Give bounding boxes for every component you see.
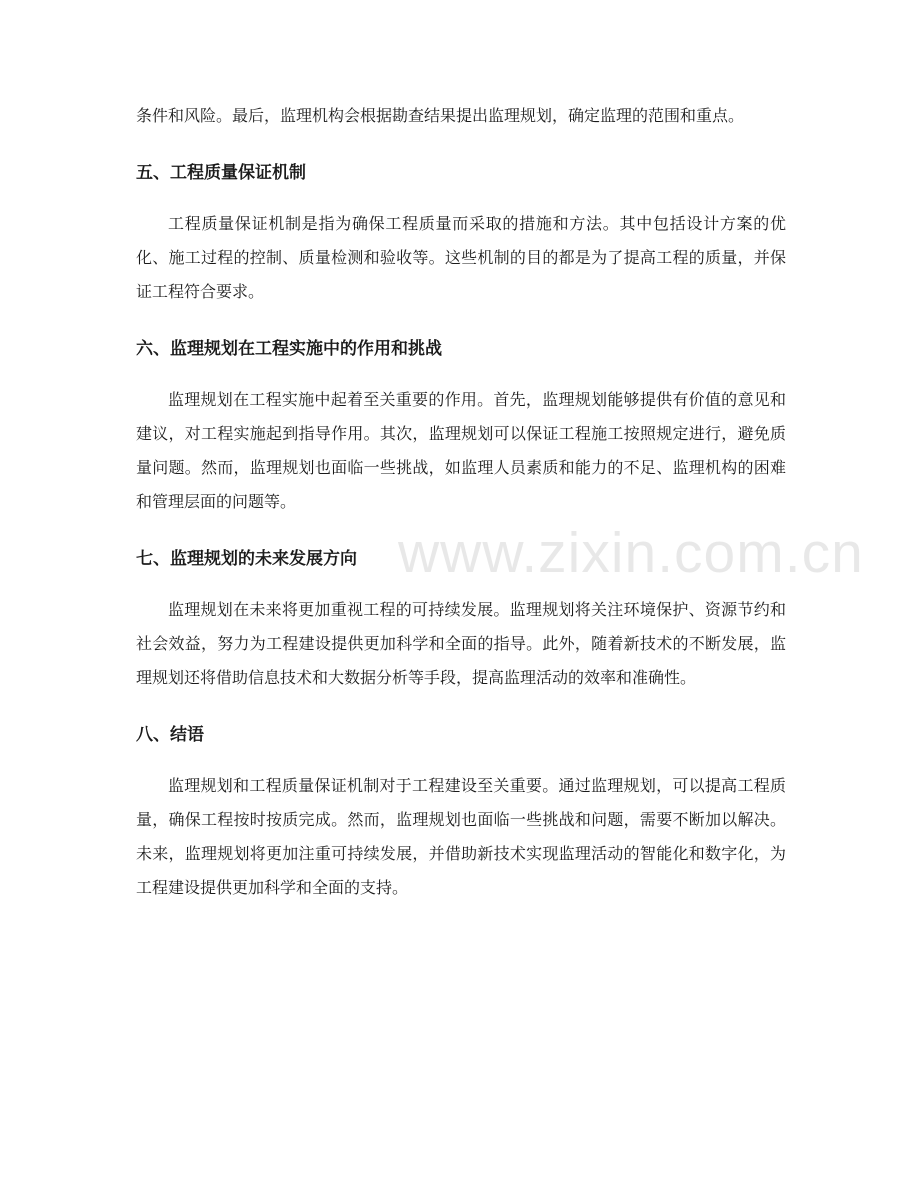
section-heading-6: 六、监理规划在工程实施中的作用和挑战 (136, 339, 442, 359)
section-heading-5: 五、工程质量保证机制 (136, 163, 306, 183)
section-heading-7: 七、监理规划的未来发展方向 (136, 549, 357, 569)
section-paragraph-7: 监理规划在未来将更加重视工程的可持续发展。监理规划将关注环境保护、资源节约和社会效益，努力为工程建设提供更加科学和全面的指导。此外，随着新技术的不断发展，监理规划还将借助信息技术和大数据分析等手段，提高监理活动的效率和准确性。 (136, 600, 786, 687)
section-paragraph-5: 工程质量保证机制是指为确保工程质量而采取的措施和方法。其中包括设计方案的优化、施工过程的控制、质量检测和验收等。这些机制的目的都是为了提高工程的质量，并保证工程符合要求。 (136, 214, 786, 301)
section-paragraph-6: 监理规划在工程实施中起着至关重要的作用。首先，监理规划能够提供有价值的意见和建议，对工程实施起到指导作用。其次，监理规划可以保证工程施工按照规定进行，避免质量问题。然而，监理规划也面临一些挑战，如监理人员素质和能力的不足、监理机构的困难和管理层面的问题等。 (136, 390, 786, 511)
section-heading-8: 八、结语 (136, 725, 204, 745)
continued-paragraph: 条件和风险。最后，监理机构会根据勘查结果提出监理规划，确定监理的范围和重点。 (136, 106, 745, 125)
section-paragraph-8: 监理规划和工程质量保证机制对于工程建设至关重要。通过监理规划，可以提高工程质量，确保工程按时按质完成。然而，监理规划也面临一些挑战和问题，需要不断加以解决。未来，监理规划将更加注重可持续发展，并借助新技术实现监理活动的智能化和数字化，为工程建设提供更加科学和全面的支持。 (136, 776, 786, 897)
watermark-text: www.zixin.com.cn (398, 521, 864, 585)
document-body (136, 99, 786, 905)
